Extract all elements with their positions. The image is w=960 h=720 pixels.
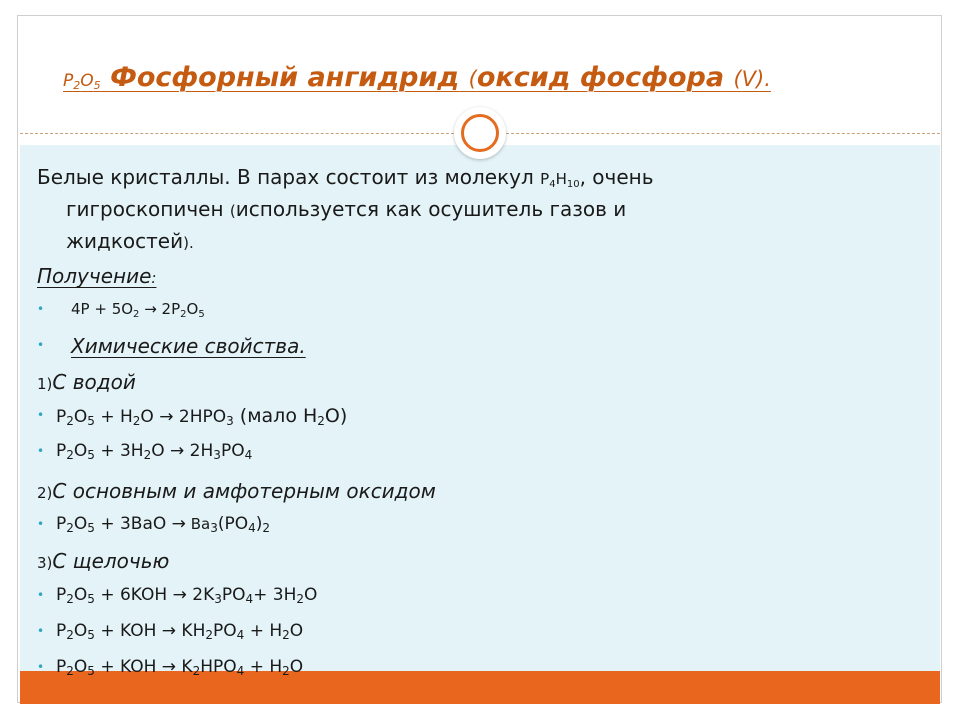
oxide-r1-s4: 4 xyxy=(248,521,256,535)
alkali-r1-a: P xyxy=(56,585,67,605)
heading-obtaining-colon: : xyxy=(151,269,157,287)
bullet-icon: • xyxy=(37,660,45,674)
alkali-r1-b: O xyxy=(73,585,88,605)
water-r1-s5: 2 xyxy=(317,414,325,428)
alkali-r3-s2: 5 xyxy=(87,664,95,678)
alkali-r3-f: + H xyxy=(244,657,283,677)
water-r1-s2: 5 xyxy=(87,414,95,428)
water-r1-f: (мало H xyxy=(233,405,318,427)
oxide-r1-f: ) xyxy=(255,514,263,534)
alkali-r1-d: 2K xyxy=(186,585,215,605)
heading-alkali-text: С щелочью xyxy=(52,549,170,573)
heading-oxide-num: 2) xyxy=(37,484,53,502)
water-r2-f: PO xyxy=(220,441,245,461)
title-formula-p: P xyxy=(63,71,74,91)
alkali-r1-e: PO xyxy=(221,585,246,605)
reaction-obtain-s1: 2 xyxy=(133,309,140,320)
title-formula-o: O xyxy=(80,71,94,91)
intro-p4-sub: 4 xyxy=(549,179,556,190)
water-r2-e: 2H xyxy=(184,441,214,461)
title-roman: V xyxy=(741,67,757,91)
bullet-icon: • xyxy=(37,517,45,531)
water-r2-s5: 4 xyxy=(244,448,253,462)
arrow-icon: → xyxy=(172,585,187,605)
arrow-icon: → xyxy=(170,441,185,461)
oxide-r1-b: O xyxy=(73,514,88,534)
heading-chemprops xyxy=(71,334,306,358)
intro-line-1-end: , очень xyxy=(579,165,654,189)
title-oxide: оксид фосфора xyxy=(476,62,725,93)
water-r1-s3: 2 xyxy=(132,414,141,428)
alkali-r3-s4: 4 xyxy=(236,664,245,678)
reaction-obtain-b: 2P xyxy=(156,300,181,318)
alkali-r3-c: + KOH xyxy=(94,657,162,677)
alkali-r1-s5: 2 xyxy=(296,592,305,606)
alkali-r2-d: KH xyxy=(176,621,206,641)
water-r2-s3: 2 xyxy=(143,448,152,462)
water-r1-e: 2HPO xyxy=(173,407,227,427)
oxide-r1-c: + 3BaO xyxy=(94,514,172,534)
alkali-r1-s2: 5 xyxy=(87,592,95,606)
water-r2-s4: 3 xyxy=(213,448,221,462)
title-roman-close: ). xyxy=(756,67,771,91)
alkali-r2-e: PO xyxy=(213,621,237,641)
alkali-r1-c: + 6KOH xyxy=(94,585,173,605)
alkali-r3-e: HPO xyxy=(200,657,237,677)
reaction-water-2 xyxy=(56,441,252,462)
reaction-alkali-1 xyxy=(56,585,317,606)
intro-h10: H xyxy=(555,170,567,188)
intro-line-1 xyxy=(37,165,654,190)
oxide-r1-s5: 2 xyxy=(262,521,271,535)
alkali-r1-s4: 4 xyxy=(245,592,254,606)
title-paren-open: ( xyxy=(468,67,477,91)
water-r1-b: O xyxy=(73,407,88,427)
alkali-r1-s3: 3 xyxy=(214,592,222,606)
water-r2-a: P xyxy=(56,441,67,461)
bullet-icon: • xyxy=(37,302,45,316)
intro-line-3-text: жидкостей xyxy=(66,229,184,253)
heading-alkali-num: 3) xyxy=(37,554,53,572)
water-r1-s1: 2 xyxy=(66,414,74,428)
bullet-icon: • xyxy=(37,408,45,422)
circle-ornament-ring xyxy=(461,114,499,152)
circle-ornament-icon xyxy=(454,107,506,159)
oxide-r1-s2: 5 xyxy=(87,521,95,535)
heading-chemprops-text: Химические свойства. xyxy=(71,334,306,358)
intro-line-3 xyxy=(66,229,194,253)
alkali-r2-s5: 2 xyxy=(282,628,290,642)
reaction-obtain xyxy=(71,300,205,320)
alkali-r3-s3: 2 xyxy=(192,664,201,678)
reaction-alkali-3 xyxy=(56,657,303,678)
water-r1-g: O) xyxy=(324,405,348,427)
alkali-r2-c: + KOH xyxy=(94,621,162,641)
reaction-obtain-a: 4P + 5O xyxy=(71,300,134,318)
heading-water-text: С водой xyxy=(52,370,136,394)
arrow-icon: → xyxy=(159,407,174,427)
alkali-r2-g: O xyxy=(289,621,304,641)
alkali-r3-g: O xyxy=(289,657,304,677)
title-roman-open: ( xyxy=(733,67,742,91)
intro-line-2 xyxy=(66,197,626,221)
alkali-r2-f: + H xyxy=(244,621,283,641)
oxide-r1-s1: 2 xyxy=(66,521,74,535)
reaction-obtain-c: O xyxy=(186,300,199,318)
bullet-icon: • xyxy=(37,444,45,458)
water-r1-s4: 3 xyxy=(226,414,234,428)
reaction-alkali-2 xyxy=(56,621,303,642)
alkali-r2-a: P xyxy=(56,621,67,641)
intro-line-2-rest: используется как осушитель газов и xyxy=(235,197,627,221)
reaction-oxide-1 xyxy=(56,514,270,535)
water-r2-d: O xyxy=(151,441,171,461)
title-name: Фосфорный ангидрид xyxy=(110,62,460,93)
title-formula xyxy=(63,71,101,91)
heading-oxide-text: С основным и амфотерным оксидом xyxy=(52,479,436,503)
title-formula-o-sub: 5 xyxy=(93,79,101,92)
intro-paren-open: ( xyxy=(229,202,236,220)
alkali-r1-f: + 3H xyxy=(253,585,297,605)
intro-line-2-text: гигроскопичен xyxy=(66,197,230,221)
water-r2-s1: 2 xyxy=(66,448,74,462)
oxide-r1-e: (PO xyxy=(217,514,249,534)
intro-line-1-text: Белые кристаллы. В парах состоит из молекул xyxy=(37,165,541,189)
oxide-r1-s3: 3 xyxy=(210,521,218,535)
reaction-water-1 xyxy=(56,405,347,428)
water-r1-c: + H xyxy=(94,407,133,427)
bullet-icon: • xyxy=(37,624,45,638)
arrow-icon: → xyxy=(144,300,157,318)
oxide-r1-d: Ba xyxy=(185,515,211,533)
water-r2-c: + 3H xyxy=(94,441,144,461)
bullet-icon: • xyxy=(37,588,45,602)
intro-p4: P xyxy=(540,170,550,188)
alkali-r2-b: O xyxy=(73,621,88,641)
alkali-r2-s4: 4 xyxy=(236,628,245,642)
intro-h10-sub: 10 xyxy=(566,179,580,190)
title-formula-p-sub: 2 xyxy=(73,79,81,92)
water-r1-d: O xyxy=(140,407,160,427)
heading-water xyxy=(37,370,136,394)
heading-alkali xyxy=(37,549,169,573)
arrow-icon: → xyxy=(171,514,186,534)
alkali-r2-s3: 2 xyxy=(205,628,214,642)
water-r1-a: P xyxy=(56,407,67,427)
reaction-obtain-s2: 2 xyxy=(180,309,187,320)
heading-obtaining xyxy=(37,264,156,288)
alkali-r2-s2: 5 xyxy=(87,628,95,642)
intro-paren-close: ). xyxy=(183,234,194,252)
alkali-r3-b: O xyxy=(73,657,88,677)
heading-water-num: 1) xyxy=(37,375,53,393)
alkali-r3-s5: 2 xyxy=(282,664,290,678)
alkali-r1-s1: 2 xyxy=(66,592,74,606)
alkali-r3-a: P xyxy=(56,657,67,677)
heading-obtaining-text: Получение xyxy=(37,264,152,288)
reaction-obtain-s3: 5 xyxy=(198,309,205,320)
arrow-icon: → xyxy=(161,621,177,641)
oxide-r1-a: P xyxy=(56,514,67,534)
alkali-r3-d: K xyxy=(176,657,193,677)
alkali-r1-g: O xyxy=(304,585,318,605)
alkali-r2-s1: 2 xyxy=(66,628,74,642)
water-r2-s2: 5 xyxy=(87,448,95,462)
bullet-icon: • xyxy=(37,338,45,352)
water-r2-b: O xyxy=(73,441,88,461)
heading-oxide xyxy=(37,479,436,503)
arrow-icon: → xyxy=(161,657,177,677)
slide-title xyxy=(63,62,771,93)
alkali-r3-s1: 2 xyxy=(66,664,74,678)
